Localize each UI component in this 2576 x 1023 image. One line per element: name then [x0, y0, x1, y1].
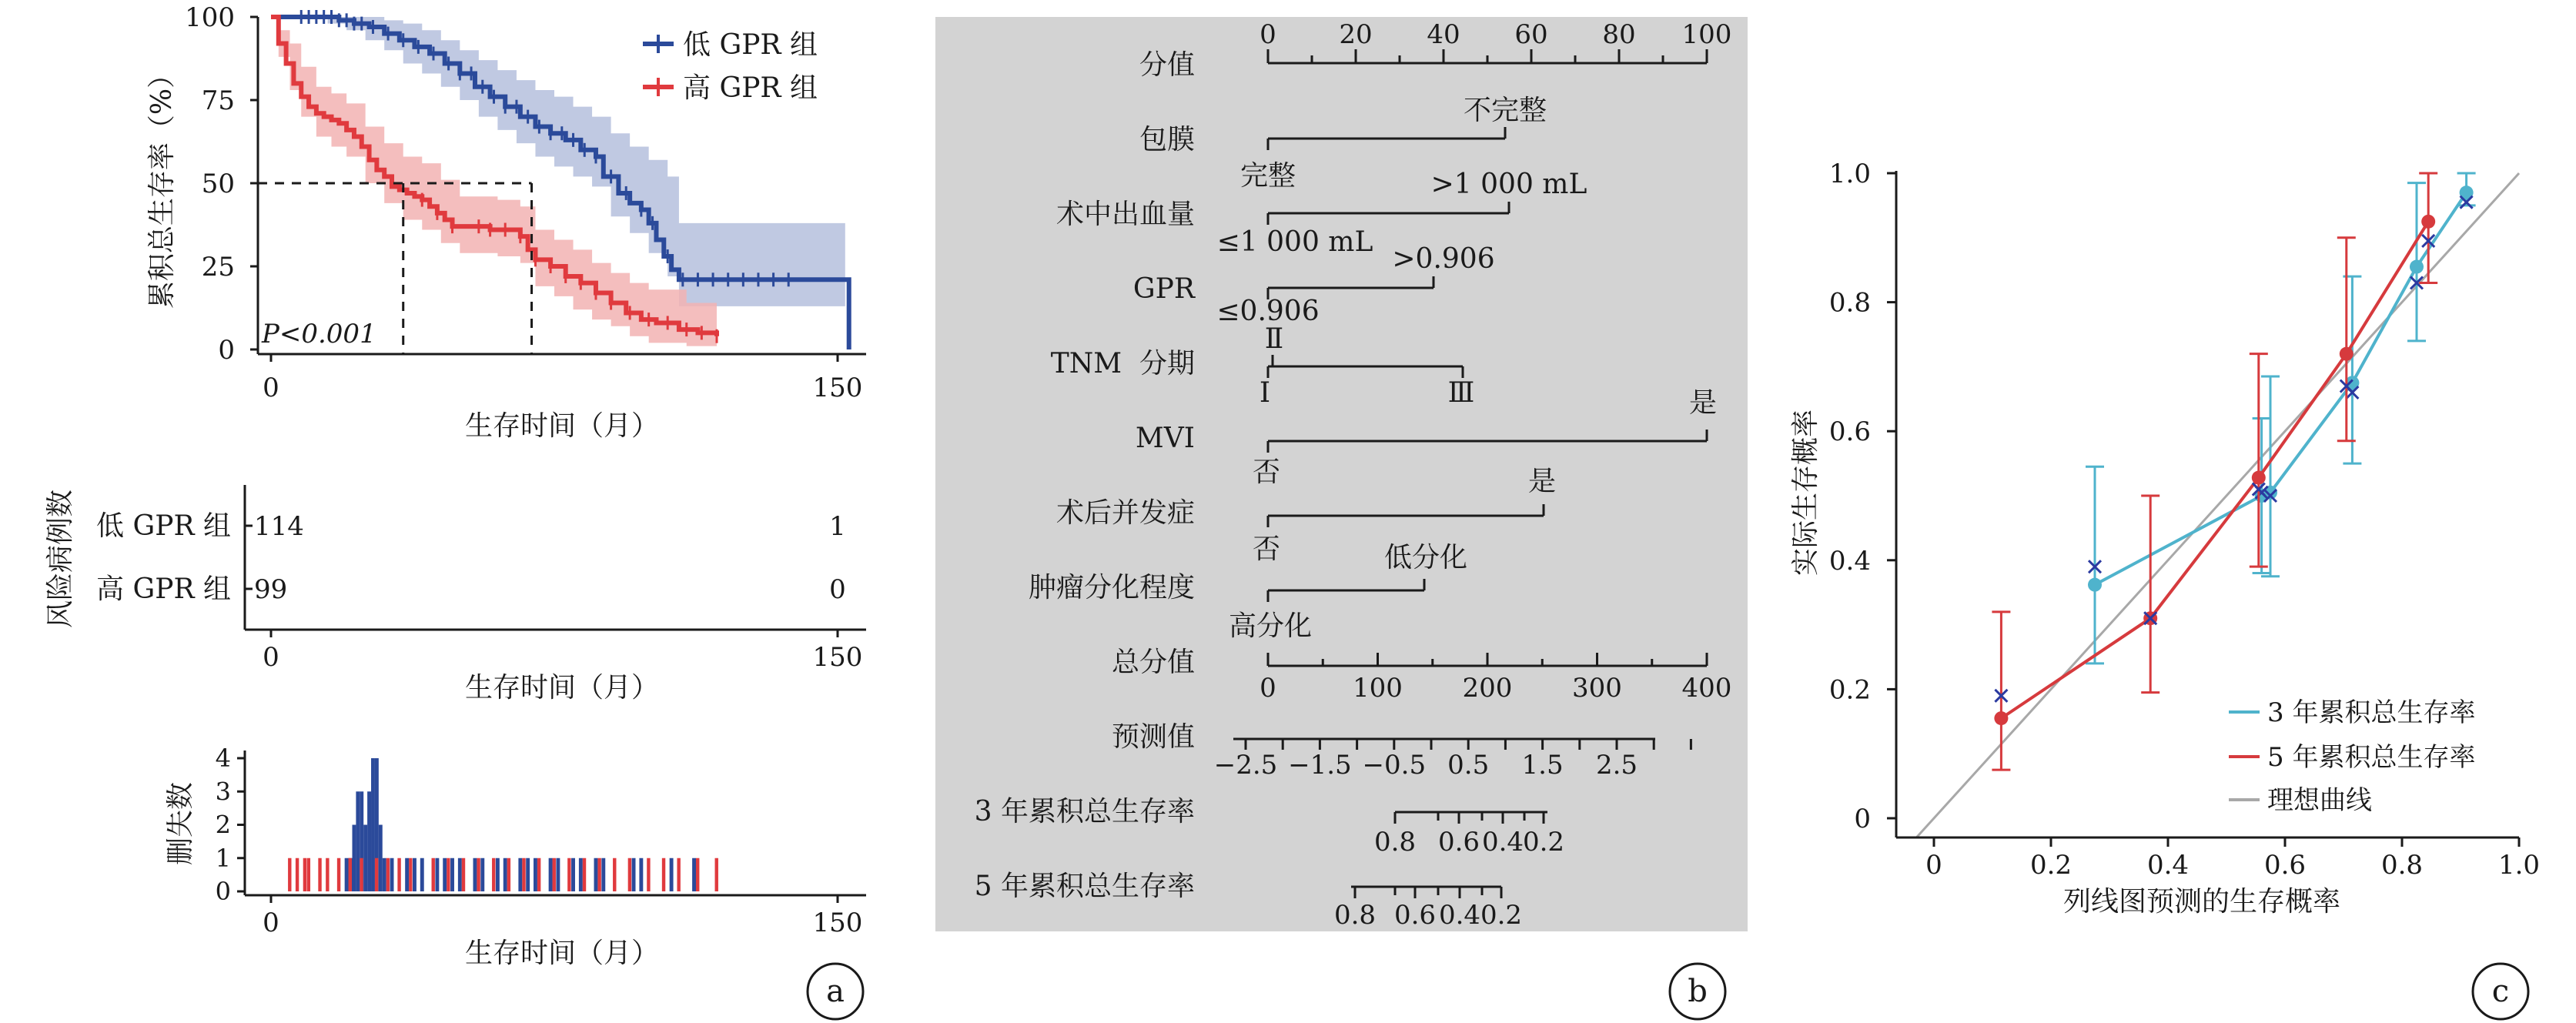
censor-low-bar-19	[473, 858, 477, 891]
nomo-label-blood: 术中出血量	[1055, 199, 1195, 230]
censor-low-bar-11	[390, 858, 394, 891]
risk-x-tick-label-0: 0	[263, 642, 279, 673]
censor-low-bar-24	[526, 858, 530, 891]
censor-high-bar-31	[715, 858, 718, 891]
legend-high-label: 高 GPR 组	[683, 72, 818, 104]
surv3-tick-label-0: 0.8	[1373, 827, 1417, 858]
lp-tick-label-2: −0.5	[1362, 750, 1427, 781]
censor-low-bar-16	[443, 858, 447, 891]
censor-ytick-label-0: 0	[215, 877, 231, 906]
total-tick-label-2: 200	[1462, 673, 1513, 704]
censor-high-bar-12	[409, 858, 412, 891]
km-x-ticks	[263, 354, 862, 403]
tnm-level-2: Ⅱ	[1264, 323, 1284, 355]
lp-tick-label-5: 2.5	[1595, 750, 1638, 781]
calibration-series	[1916, 173, 2519, 837]
km-legend	[643, 29, 818, 104]
censor-high-bar-23	[583, 858, 586, 891]
km-xtick-label-1: 150	[812, 373, 863, 403]
cal-legend-3yr-label: 3 年累积总生存率	[2267, 697, 2476, 728]
censor-low-bar-22	[503, 858, 507, 891]
surv3-tick-label-1: 0.6	[1437, 827, 1480, 858]
censor-low-bar-10	[383, 858, 386, 891]
censor-ytick-label-1: 1	[215, 843, 231, 873]
nomogram-background	[935, 17, 1748, 931]
censor-low-bar-33	[639, 858, 643, 891]
censor-bars	[288, 758, 718, 891]
risk-x-label: 生存时间（月）	[464, 672, 660, 704]
panel-b-nomogram	[935, 17, 1748, 1019]
censor-low-bar-17	[450, 858, 454, 891]
censor-low-bar-15	[435, 858, 439, 891]
panel-c-calibration	[1790, 159, 2540, 1019]
nomo-label-points: 分值	[1139, 49, 1195, 81]
censor-high-bar-9	[375, 858, 378, 891]
censor-y-ticks	[216, 744, 245, 906]
censor-low-bar-12	[405, 858, 409, 891]
censor-high-bar-22	[567, 858, 570, 891]
censor-x-tick-label-0: 0	[263, 908, 279, 938]
censor-high-bar-27	[647, 858, 650, 891]
complication-level-1: 否	[1252, 533, 1281, 565]
censor-high-bar-21	[553, 858, 556, 891]
cal-xtick-label-3: 0.6	[2263, 850, 2307, 881]
censor-ytick-label-3: 3	[215, 777, 231, 807]
censor-low-bar-21	[496, 858, 500, 891]
censor-high-bar-8	[360, 858, 363, 891]
differentiation-level-2: 低分化	[1383, 542, 1468, 573]
surv5-tick-label-0: 0.8	[1333, 900, 1377, 931]
mvi-level-2: 是	[1688, 387, 1718, 419]
censor-high-bar-0	[288, 858, 291, 891]
nomo-label-lp: 预测值	[1111, 721, 1195, 753]
km-ytick-label-2: 50	[201, 169, 235, 199]
cal-ytick-label-4: 0.8	[1828, 287, 1871, 319]
censor-high-bar-28	[662, 858, 665, 891]
nomo-label-differentiation: 肿瘤分化程度	[1028, 572, 1195, 603]
risk-x-tick-label-150: 150	[812, 642, 863, 673]
censor-high-bar-17	[492, 858, 495, 891]
surv5-tick-label-3: 0.2	[1480, 900, 1523, 931]
censor-low-bar-23	[518, 858, 522, 891]
censor-high-bar-18	[507, 858, 510, 891]
lp-tick-label-4: 1.5	[1521, 750, 1564, 781]
surv5-tick-label-2: 0.4	[1438, 900, 1481, 931]
tnm-level-1: Ⅰ	[1259, 377, 1271, 409]
cal-legend-ideal-label: 理想曲线	[2267, 785, 2372, 816]
censor-high-bar-6	[337, 858, 340, 891]
censor-low-bar-2	[352, 825, 356, 892]
km-ytick-label-3: 75	[201, 85, 235, 116]
censor-high-bar-15	[462, 858, 465, 891]
cal-legend	[2229, 697, 2475, 816]
censor-x-label: 生存时间（月）	[464, 938, 660, 969]
km-ytick-label-4: 100	[185, 2, 235, 33]
complication-level-2: 是	[1527, 466, 1557, 497]
cal-xtick-label-4: 0.8	[2380, 850, 2424, 881]
total-tick-label-0: 0	[1260, 673, 1276, 704]
panel-label-b: b	[1688, 974, 1708, 1009]
blood-level-2: >1 000 mL	[1430, 169, 1587, 200]
risk-low-end: 1	[829, 511, 846, 542]
risk-low-start: 114	[254, 511, 304, 542]
panel-a-risk-table	[45, 485, 866, 704]
censor-high-bar-26	[628, 858, 631, 891]
points-tick-label-0: 0	[1260, 19, 1276, 50]
cal-ytick-label-2: 0.4	[1828, 545, 1871, 577]
censor-y-label: 删失数	[165, 781, 196, 866]
censor-low-bar-6	[367, 791, 371, 891]
censor-high-bar-25	[613, 858, 616, 891]
km-ytick-label-1: 25	[201, 252, 235, 282]
censor-low-bar-14	[420, 858, 424, 891]
cal-1-point-0	[1994, 711, 2008, 725]
km-confidence-bands	[271, 17, 845, 346]
censor-ytick-label-2: 2	[215, 810, 231, 840]
cal-xtick-label-0: 0	[1925, 850, 1942, 881]
censor-high-bar-10	[386, 858, 390, 891]
nomo-label-surv3: 3 年累积总生存率	[974, 796, 1195, 827]
risk-row-label-high: 高 GPR 组	[96, 573, 231, 605]
censor-high-bar-16	[477, 858, 480, 891]
censor-high-bar-1	[296, 858, 299, 891]
censor-low-bar-0	[345, 858, 349, 891]
total-tick-label-4: 400	[1681, 673, 1732, 704]
total-tick-label-1: 100	[1353, 673, 1403, 704]
censor-low-bar-5	[363, 825, 367, 892]
km-pvalue: P<0.001	[262, 319, 376, 349]
cal-ytick-label-3: 0.6	[1828, 416, 1871, 448]
differentiation-level-1: 高分化	[1228, 610, 1313, 642]
censor-low-bar-34	[670, 858, 674, 891]
capsule-level-2: 不完整	[1463, 95, 1547, 126]
censor-low-bar-30	[594, 858, 598, 891]
censor-low-bar-28	[571, 858, 575, 891]
nomo-label-capsule: 包膜	[1139, 124, 1195, 155]
censor-high-bar-2	[303, 858, 306, 891]
nomo-label-complication: 术后并发症	[1055, 497, 1195, 529]
km-y-ticks	[185, 2, 258, 366]
gpr-level-2: >0.906	[1392, 243, 1495, 275]
km-xtick-label-0: 0	[263, 373, 279, 403]
nomo-label-total: 总分值	[1111, 647, 1195, 678]
surv3-tick-label-3: 0.2	[1522, 827, 1565, 858]
panel-a-km	[146, 2, 866, 442]
censor-low-bar-29	[579, 858, 583, 891]
censor-high-bar-19	[522, 858, 525, 891]
surv3-tick-label-2: 0.4	[1481, 827, 1524, 858]
surv5-tick-label-1: 0.6	[1393, 900, 1437, 931]
censor-low-bar-32	[632, 858, 636, 891]
lp-tick-label-1: −1.5	[1288, 750, 1352, 781]
risk-row-label-low: 低 GPR 组	[96, 510, 231, 542]
tnm-level-3: Ⅲ	[1447, 377, 1475, 409]
cal-ytick-label-1: 0.2	[1828, 674, 1871, 706]
cal-1-point-4	[2421, 215, 2435, 229]
censor-high-bar-29	[677, 858, 680, 891]
censor-high-bar-7	[349, 858, 352, 891]
km-ytick-label-0: 0	[218, 335, 235, 366]
cal-xtick-label-2: 0.4	[2146, 850, 2190, 881]
censor-low-bar-7	[371, 758, 375, 891]
points-tick-label-2: 40	[1427, 19, 1460, 50]
cal-y-label: 实际生存概率	[1790, 409, 1822, 577]
cal-xtick-label-5: 1.0	[2497, 850, 2541, 881]
censor-low-bar-27	[556, 858, 560, 891]
lp-tick-label-3: 0.5	[1447, 750, 1490, 781]
cal-1-point-3	[2340, 347, 2354, 361]
censor-low-bar-26	[549, 858, 553, 891]
censor-high-bar-14	[447, 858, 450, 891]
blood-level-1: ≤1 000 mL	[1216, 226, 1373, 258]
censor-low-bar-3	[356, 791, 360, 891]
censor-ytick-label-4: 4	[215, 744, 231, 773]
nomo-label-surv5: 5 年累积总生存率	[974, 871, 1195, 902]
cal-1-line	[2001, 222, 2428, 718]
km-x-label: 生存时间（月）	[464, 410, 660, 442]
cal-0-point-0	[2088, 578, 2102, 592]
total-tick-label-3: 300	[1572, 673, 1622, 704]
censor-low-bar-20	[480, 858, 484, 891]
cal-ytick-label-0: 0	[1854, 804, 1871, 834]
nomo-label-mvi: MVI	[1135, 423, 1195, 454]
censor-low-bar-13	[413, 858, 417, 891]
censor-low-bar-31	[601, 858, 605, 891]
nomo-label-tnm: TNM 分期	[1050, 348, 1195, 379]
risk-high-end: 0	[829, 574, 846, 605]
cal-1-point-2	[2252, 471, 2266, 485]
km-y-label: 累积总生存率（%）	[146, 60, 178, 309]
risk-high-start: 99	[254, 574, 288, 605]
censor-low-bar-25	[534, 858, 537, 891]
censor-high-bar-4	[318, 858, 321, 891]
censor-low-bar-35	[692, 858, 696, 891]
risk-y-label: 风险病例数	[45, 489, 76, 629]
points-tick-label-4: 80	[1602, 19, 1636, 50]
lp-tick-label-0: −2.5	[1213, 750, 1278, 781]
censor-low-bar-9	[379, 825, 383, 892]
mvi-level-1: 否	[1252, 456, 1281, 488]
cal-legend-5yr-label: 5 年累积总生存率	[2267, 742, 2476, 773]
gpr-level-1: ≤0.906	[1216, 296, 1320, 327]
censor-high-bar-3	[307, 858, 310, 891]
nomo-label-gpr: GPR	[1132, 273, 1195, 305]
panel-label-a: a	[826, 974, 845, 1009]
panel-a-censor-plot	[165, 744, 866, 1019]
censor-high-bar-5	[326, 858, 329, 891]
points-tick-label-3: 60	[1514, 19, 1548, 50]
cal-x-label: 列线图预测的生存概率	[2062, 886, 2341, 918]
censor-high-bar-24	[597, 858, 601, 891]
points-tick-label-1: 20	[1339, 19, 1373, 50]
censor-high-bar-11	[397, 858, 400, 891]
panel-label-c: c	[2491, 974, 2510, 1009]
legend-low-label: 低 GPR 组	[683, 29, 818, 61]
cal-ytick-label-5: 1.0	[1828, 159, 1871, 189]
censor-high-bar-30	[696, 858, 699, 891]
censor-high-bar-20	[537, 858, 540, 891]
censor-x-tick-label-150: 150	[812, 908, 863, 938]
capsule-level-1: 完整	[1239, 160, 1296, 192]
points-tick-label-5: 100	[1681, 19, 1732, 50]
censor-low-bar-18	[458, 858, 462, 891]
cal-xtick-label-1: 0.2	[2029, 850, 2073, 881]
cal-0-point-4	[2410, 260, 2424, 274]
censor-high-bar-13	[432, 858, 435, 891]
